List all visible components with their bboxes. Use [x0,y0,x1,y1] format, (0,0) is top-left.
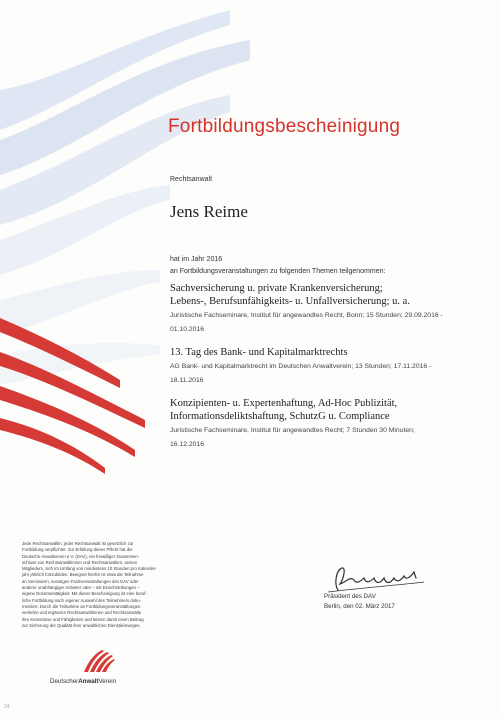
organization-name [50,678,116,685]
footnote-line: Jede Rechtsanwältin, jeder Rechtsanwalt ist gesetzlich zur [22,541,134,546]
recipient-name: Jens Reime [170,202,248,221]
signature-block [324,592,395,612]
legal-footnote [22,541,162,629]
course-item [170,282,470,336]
corner-mark: 24 [4,704,10,710]
certificate-title: Fortbildungsbescheinigung [168,116,401,137]
footnote-line: eigene Dozententätigkeit. Mit dieser Bescheinigung ist eine beruf- [22,591,147,597]
footnote-line: vertiefen und ergänzen Rechtsanwältinnen und Rechtsanwälte [22,610,142,616]
footnote-line: an Seminaren, sonstigen Fachveranstaltungen des DAV oder [22,578,139,584]
course-title-line: Konzipienten- u. Expertenhaftung, Ad-Hoc Publizität, [170,398,398,409]
intro-text [170,254,385,278]
recipient-role: Rechtsanwalt [170,176,213,183]
org-name-part-bold: Anwalt [78,678,99,685]
org-name-part: Verein [98,678,117,685]
footnote-line: Mitgliedern, sich im Umfang von mindestens 10 Stunden pro Kalender- [22,566,157,572]
course-detail-line: 16.12.2016 [170,441,205,448]
course-list [170,282,470,461]
course-detail-line: Juristische Fachseminare, Institut für angewandtes Recht; 7 Stunden 30 Minuten; [170,427,415,434]
course-detail-line: Juristische Fachseminare, Institut für angewandtes Recht, Bonn; 15 Stunden; 29.09.2016 - [170,312,443,319]
footnote-line: mentiert. Durch die Teilnahme an Fortbildungsveranstaltungen [22,603,141,609]
course-detail-line: 18.11.2016 [170,377,204,384]
place-and-date: Berlin, den 02. März 2017 [324,603,395,610]
footnote-line: zur Sicherung der Qualität ihrer anwaltlichen Dienstleistungen. [22,622,141,628]
course-title-line: 13. Tag des Bank- und Kapitalmarktrechts [170,347,348,358]
intro-line-topics: an Fortbildungsveranstaltungen zu folgenden Themen teilgenommen: [170,268,386,275]
footnote-line: ihre Kenntnisse und Fähigkeiten und leisten damit einen Beitrag [22,616,144,622]
footnote-line: Deutsche Anwaltverein e.V. (DAV), ein freiwilliger Zusammen- [22,553,140,559]
footnote-line: anderer unabhängiger Anbieter oder – mit Einschränkungen – [22,585,140,591]
course-detail-line: 01.10.2016 [170,326,205,333]
course-item [170,397,470,451]
footnote-line: liche Fortbildung nach eigener Auswahl des Teilnehmers doku- [22,597,142,603]
dav-logo-icon [78,648,118,674]
footnote-line: jahr jährlich fortzubilden. Beeignet hierfür ist etwa die Teilnahme [22,572,144,578]
footnote-line: Fortbildung verpflichtet. Zur Erfüllung dieser Pflicht hat der [22,547,133,553]
footnote-line: schluss von Rechtsanwältinnen und Rechtsanwälten, seinen [22,559,138,565]
org-name-part: Deutscher [50,678,79,685]
signatory-role: Präsident des DAV [324,593,376,600]
course-title-line: Sachversicherung u. private Krankenversicherung; [170,283,383,294]
course-detail-line: AG Bank- und Kapitalmarktrecht im Deutschen Anwaltverein; 13 Stunden; 17.11.2016 - [170,363,432,370]
course-item [170,346,470,387]
intro-line-year: hat im Jahr 2016 [170,256,223,263]
course-title-line: Informationsdeliktshaftung, SchutzG u. Compliance [170,411,390,422]
course-title-line: Lebens-, Berufsunfähigkeits- u. Unfallversicherung; u. a. [170,296,410,307]
